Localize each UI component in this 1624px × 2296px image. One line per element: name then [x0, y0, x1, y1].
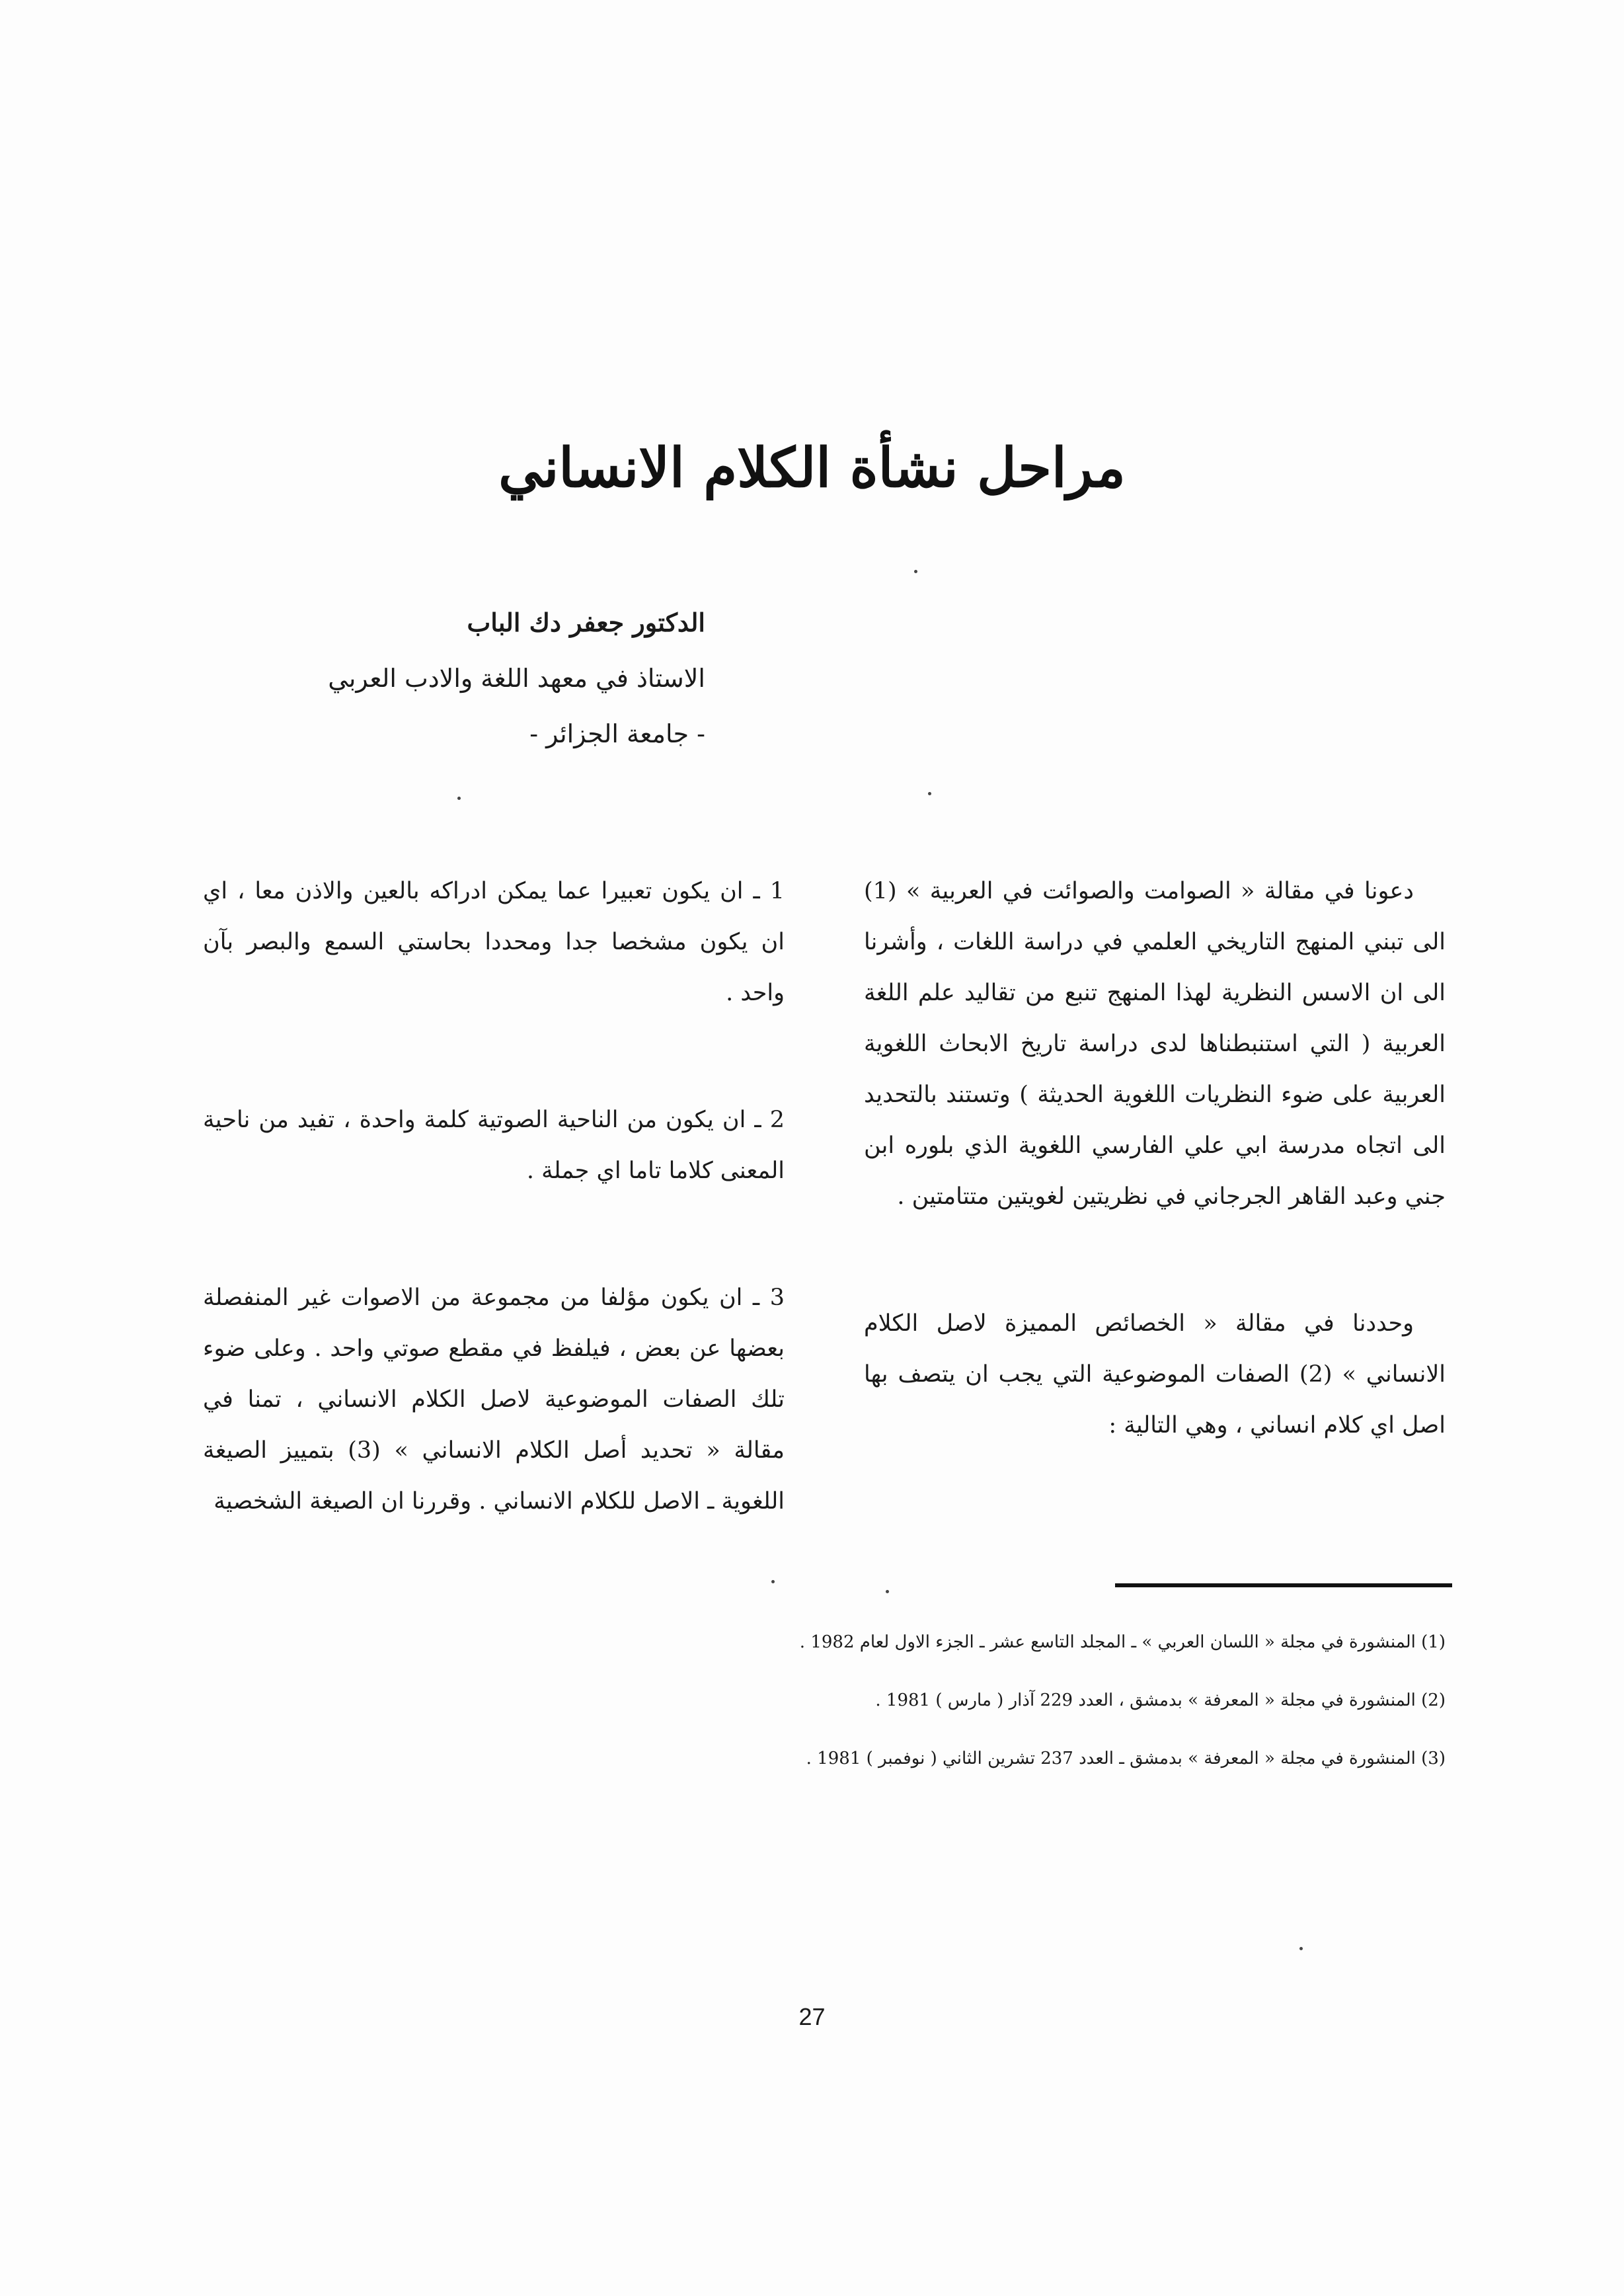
- criteria-intro-paragraph: وحددنا في مقالة « الخصائص المميزة لاصل الكلام الانساني » (2) الصفات الموضوعية التي يجب ان يتصف بها اصل اي كلام انساني ، وهي التالية :: [864, 1310, 1446, 1439]
- scan-speck: [886, 1590, 889, 1593]
- footnote-divider: [1115, 1583, 1452, 1587]
- footnote-3: (3) المنشورة في مجلة « المعرفة » بدمشق ـ العدد 237 تشرين الثاني ( نوفمبر ) 1981 .: [806, 1749, 1446, 1768]
- criterion-2: 2 ـ ان يكون من الناحية الصوتية كلمة واحدة ، تفيد من ناحية المعنى كلاما تاما اي جملة .: [203, 1107, 785, 1184]
- page-number: 27: [798, 2003, 826, 2030]
- right-column: [864, 866, 1446, 1451]
- footnotes: [322, 1613, 1446, 1788]
- scan-speck: [928, 792, 931, 795]
- footnote-2: (2) المنشورة في مجلة « المعرفة » بدمشق ، العدد 229 آذار ( مارس ) 1981 .: [875, 1690, 1446, 1710]
- criterion-1: 1 ـ ان يكون تعبيرا عما يمكن ادراكه بالعين والاذن معا ، اي ان يكون مشخصا جدا ومحددا بحاستي السمع والبصر بآن واحد .: [203, 878, 785, 1006]
- article-title: مراحل نشأة الكلام الانساني: [498, 436, 1126, 500]
- scan-speck: [914, 570, 917, 573]
- author-block: [176, 595, 705, 762]
- scan-speck: [771, 1580, 775, 1583]
- scan-speck: [1299, 1947, 1303, 1950]
- author-position: الاستاذ في معهد اللغة والادب العربي: [328, 664, 705, 693]
- author-name: الدكتور جعفر دك الباب: [467, 608, 705, 637]
- author-university: - جامعة الجزائر -: [529, 719, 705, 748]
- criterion-3: 3 ـ ان يكون مؤلفا من مجموعة من الاصوات غير المنفصلة بعضها عن بعض ، فيلفظ في مقطع صوتي واحد . وعلى ضوء تلك الصفات الموضوعية لاصل الكلام الانساني ، تمنا في مقالة « تحديد أصل الكلام الانساني » (3) بتمييز الصيغة اللغوية ـ الاصل للكلام الانساني . وقررنا ان الصيغة الشخصية: [203, 1285, 785, 1515]
- scan-speck: [457, 797, 461, 800]
- left-column: [203, 866, 785, 1527]
- intro-paragraph: دعونا في مقالة « الصوامت والصوائت في العربية » (1) الى تبني المنهج التاريخي العلمي في دراسة اللغات ، وأشرنا الى ان الاسس النظرية لهذا المنهج تنبع من تقاليد علم اللغة العربية ( التي استنبطناها لدى دراسة تاريخ الابحاث اللغوية العربية على ضوء النظريات اللغوية الحديثة ) وتستند بالتحديد الى اتجاه مدرسة ابي علي الفارسي اللغوية الذي بلوره ابن جني وعبد القاهر الجرجاني في نظريتين لغويتين متتامتين .: [864, 878, 1446, 1210]
- footnote-1: (1) المنشورة في مجلة « اللسان العربي » ـ المجلد التاسع عشر ـ الجزء الاول لعام 1982 .: [799, 1632, 1446, 1652]
